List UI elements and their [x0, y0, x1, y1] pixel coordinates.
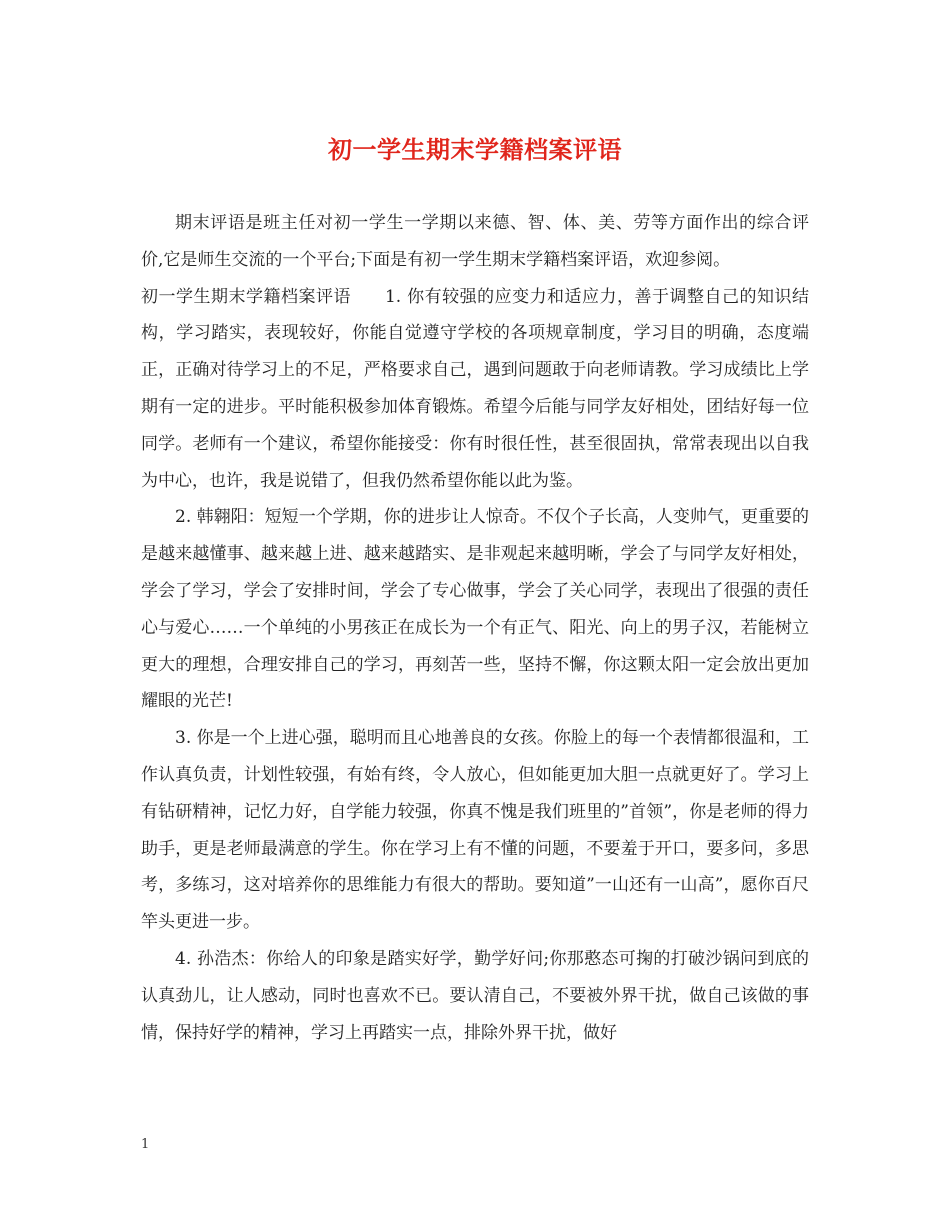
comment-paragraph-1: [141, 279, 809, 500]
comment-paragraph-2: 2. 韩翱阳：短短一个学期，你的进步让人惊奇。不仅个子长高，人变帅气，更重要的是越来越懂事、越来越上进、越来越踏实、是非观起来越明晰，学会了与同学友好相处，学会了学习，学会了安排时间，学会了专心做事，学会了关心同学，表现出了很强的责任心与爱心……一个单纯的小男孩正在成长为一个有正气、阳光、向上的男子汉，若能树立更大的理想，合理安排自己的学习，再刻苦一些，坚持不懈，你这颗太阳一定会放出更加耀眼的光芒!: [141, 507, 809, 712]
comment-1-text: 1. 你有较强的应变力和适应力，善于调整自己的知识结构，学习踏实，表现较好，你能自觉遵守学校的各项规章制度，学习目的明确，态度端正，正确对待学习上的不足，严格要求自己，遇到问题敢于向老师请教。学习成绩比上学期有一定的进步。平时能积极参加体育锻炼。希望今后能与同学友好相处，团结好每一位同学。老师有一个建议，希望你能接受：你有时很任性，甚至很固执，常常表现出以自我为中心，也许，我是说错了，但我仍然希望你能以此为鉴。: [141, 286, 810, 491]
document-body: [141, 205, 809, 1051]
intro-paragraph: 期末评语是班主任对初一学生一学期以来德、智、体、美、劳等方面作出的综合评价,它是师生交流的一个平台;下面是有初一学生期末学籍档案评语，欢迎参阅。: [141, 213, 809, 270]
document-title: 初一学生期末学籍档案评语: [328, 135, 622, 164]
section-heading: 初一学生期末学籍档案评语: [141, 286, 351, 307]
page-number: 1: [141, 1137, 150, 1152]
comment-paragraph-3: 3. 你是一个上进心强，聪明而且心地善良的女孩。你脸上的每一个表情都很温和，工作认真负责，计划性较强，有始有终，令人放心，但如能更加大胆一点就更好了。学习上有钻研精神，记忆力好，自学能力较强，你真不愧是我们班里的”首领”，你是老师的得力助手，更是老师最满意的学生。你在学习上有不懂的问题，不要羞于开口，要多问，多思考，多练习，这对培养你的思维能力有很大的帮助。要知道”一山还有一山高”，愿你百尺竿头更进一步。: [141, 728, 809, 933]
comment-paragraph-4: 4. 孙浩杰：你给人的印象是踏实好学，勤学好问;你那憨态可掬的打破沙锅问到底的认真劲儿，让人感动，同时也喜欢不已。要认清自己，不要被外界干扰，做自己该做的事情，保持好学的精神，学习上再踏实一点，排除外界干扰，做好: [141, 948, 809, 1043]
